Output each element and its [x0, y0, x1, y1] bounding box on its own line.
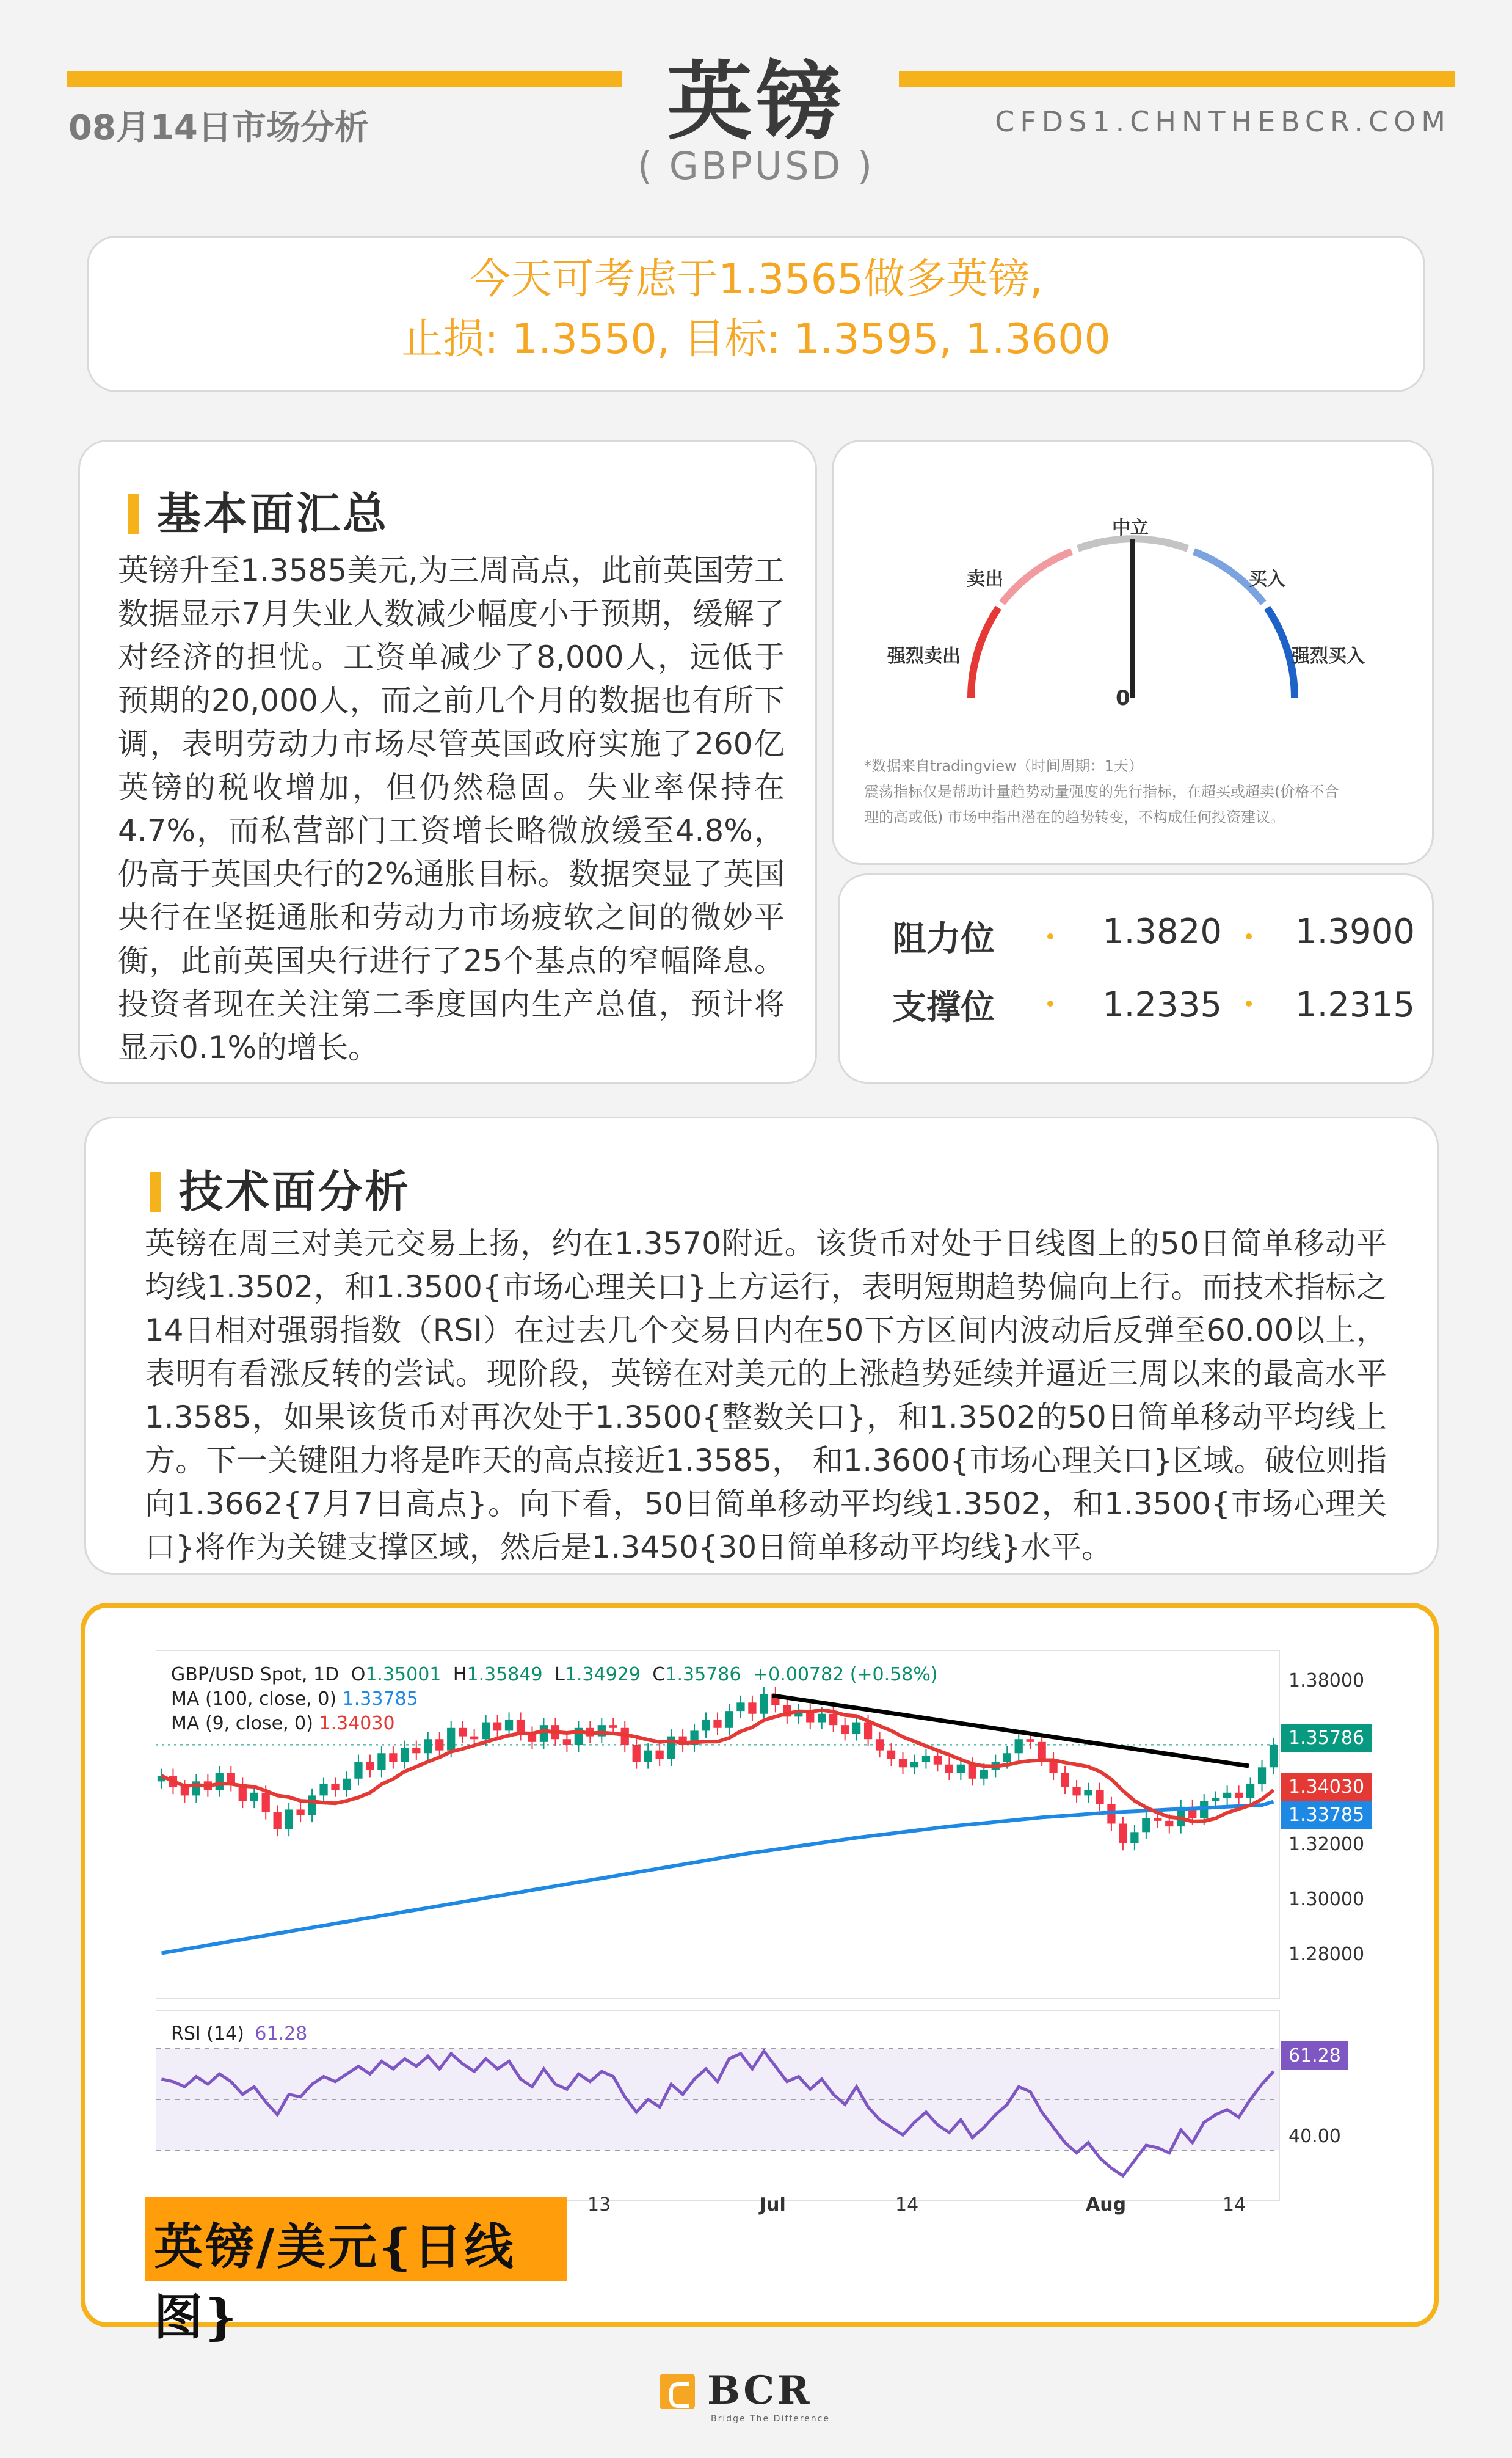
gauge-label-strong-sell: 强烈卖出 — [887, 646, 961, 667]
ma9-value: 1.34030 — [319, 1713, 395, 1734]
resistance-value-2: 1.3900 — [1295, 912, 1415, 952]
candle-body-78 — [1061, 1773, 1069, 1787]
logo-slogan: Bridge The Difference — [711, 2414, 830, 2424]
chart-low: 1.34929 — [564, 1664, 641, 1685]
gauge-card — [832, 440, 1434, 865]
candle-body-85 — [1142, 1818, 1150, 1832]
resistance-dot-1 — [1047, 933, 1053, 939]
x-tick-5: 14 — [1223, 2194, 1246, 2215]
rsi-label: RSI (14) — [171, 2023, 244, 2044]
price-chart — [156, 1650, 1365, 2255]
candle-body-61 — [864, 1723, 872, 1740]
candle-body-16 — [343, 1779, 351, 1790]
chart-symbol: GBP/USD Spot, 1D — [171, 1664, 340, 1685]
gauge-label-neutral: 中立 — [1112, 517, 1149, 539]
gauge-label-buy: 买入 — [1249, 569, 1285, 590]
x-tick-1: 13 — [587, 2194, 611, 2215]
candle-body-52 — [760, 1694, 768, 1713]
close-price-tag: 1.35786 — [1281, 1724, 1372, 1752]
candle-body-80 — [1084, 1790, 1092, 1795]
candle-body-30 — [505, 1720, 513, 1730]
chart-symbol-line — [171, 1664, 938, 1685]
page-title: 英镑 — [666, 53, 845, 152]
candle-body-71 — [980, 1770, 988, 1779]
logo-text: BCR — [707, 2368, 812, 2413]
ma9-line — [171, 1713, 395, 1734]
candle-body-29 — [493, 1723, 501, 1731]
ma9-price-tag: 1.34030 — [1281, 1773, 1372, 1801]
candle-body-12 — [296, 1809, 304, 1815]
candle-body-73 — [1003, 1753, 1011, 1762]
price-axis-label-1: 1.38000 — [1288, 1670, 1365, 1691]
ma100-price-tag: 1.33785 — [1281, 1801, 1372, 1829]
candle-body-9 — [262, 1793, 270, 1812]
candle-body-87 — [1165, 1821, 1173, 1826]
candle-body-62 — [876, 1739, 884, 1750]
report-date: 08月14日市场分析 — [68, 108, 369, 148]
candle-body-28 — [482, 1723, 490, 1740]
candle-body-70 — [969, 1765, 976, 1779]
candle-body-63 — [887, 1751, 895, 1759]
support-value-1: 1.2335 — [1102, 985, 1222, 1025]
candle-body-17 — [354, 1762, 362, 1779]
support-dot-1 — [1047, 1001, 1053, 1007]
gauge-source-note: *数据来自tradingview（时间周期：1天） — [864, 757, 1143, 775]
price-axis-label-2: 1.32000 — [1288, 1834, 1365, 1855]
gauge-disclaimer-2: 理的高或低) 市场中指出潜在的趋势转变，不构成任何投资建议。 — [864, 809, 1285, 826]
candle-body-10 — [274, 1812, 282, 1829]
candle-body-67 — [934, 1756, 942, 1765]
chart-open-label: O — [351, 1664, 366, 1685]
resistance-value-1: 1.3820 — [1102, 912, 1222, 952]
rsi-value-tag: 61.28 — [1281, 2041, 1348, 2070]
candle-body-47 — [702, 1720, 710, 1730]
candle-body-60 — [852, 1723, 860, 1734]
candle-body-35 — [563, 1739, 571, 1745]
candle-body-33 — [540, 1725, 548, 1742]
candle-body-23 — [424, 1739, 432, 1753]
candle-body-57 — [818, 1714, 826, 1723]
rsi-label-line — [171, 2023, 307, 2044]
candle-body-26 — [459, 1728, 467, 1737]
candle-body-25 — [447, 1728, 455, 1751]
gauge-label-strong-buy: 强烈买入 — [1292, 646, 1365, 667]
gauge-arc-strong-buy — [1267, 608, 1295, 698]
chart-high: 1.35849 — [467, 1664, 543, 1685]
recommendation-line-1: 今天可考虑于1.3565做多英镑, — [469, 255, 1043, 304]
candle-body-83 — [1119, 1823, 1127, 1843]
candle-body-74 — [1015, 1739, 1023, 1753]
technical-title-text: 技术面分析 — [179, 1166, 412, 1217]
candle-body-20 — [389, 1753, 397, 1762]
chart-close: 1.35786 — [665, 1664, 741, 1685]
fundamental-title — [128, 478, 389, 542]
technical-title — [150, 1156, 411, 1220]
candle-body-95 — [1258, 1767, 1266, 1784]
candle-body-42 — [644, 1751, 652, 1762]
candle-body-86 — [1154, 1818, 1161, 1821]
rsi-axis-label: 40.00 — [1288, 2126, 1341, 2147]
candle-body-93 — [1235, 1793, 1243, 1798]
candle-body-50 — [736, 1702, 744, 1711]
candle-body-65 — [910, 1762, 918, 1767]
technical-text: 英镑在周三对美元交易上扬，约在1.3570附近。该货币对处于日线图上的50日简单移动平均线1.3502，和1.3500{市场心理关口}上方运行，表明短期趋势偏向上行。而技术指标之14日相对强弱指数（RSI）在过去几个交易日内在50下方区间内波动后反弹至60.00以上，表明有看涨反转的尝试。现阶段，英镑在对美元的上涨趋势延续并逼近三周以来的最高水平1.3585，如果该货币对再次处于1.3500{整数关口}，和1.3502的50日简单移动平均线上方。下一关键阻力将是昨天的高点接近1.3585， 和1.3600{市场心理关口}区域。破位则指向1.3662{7月7日高点}。向下看，50日简单移动平均线1.3502，和1.3500{市场心理关口}将作为关键支撑区域，然后是1.3450{30日简单移动平均线}水平。 — [145, 1226, 1387, 1565]
candle-body-76 — [1038, 1742, 1045, 1759]
gauge-arc-strong-sell — [971, 608, 998, 698]
candle-body-58 — [829, 1714, 837, 1725]
candle-body-51 — [748, 1702, 756, 1713]
ma100-line-path — [162, 1802, 1274, 1953]
support-dot-2 — [1246, 1001, 1252, 1007]
website-link[interactable]: CFDS1.CHNTHEBCR.COM — [995, 105, 1451, 138]
ma100-label: MA (100, close, 0) — [171, 1688, 337, 1710]
candle-body-75 — [1027, 1739, 1034, 1742]
recommendation-line-2: 止损: 1.3550, 目标: 1.3595, 1.3600 — [401, 315, 1111, 363]
chart-caption-box — [145, 2197, 567, 2346]
price-axis-label-4: 1.28000 — [1288, 1944, 1365, 1965]
chart-caption: 英镑/美元{日线图} — [154, 2218, 516, 2346]
candle-body-49 — [725, 1711, 733, 1728]
candle-body-27 — [470, 1737, 478, 1740]
recommendation-card — [87, 236, 1425, 392]
candle-body-39 — [609, 1725, 617, 1728]
candle-body-2 — [181, 1787, 189, 1796]
candle-body-96 — [1270, 1745, 1278, 1767]
candle-body-68 — [945, 1765, 953, 1773]
candle-body-69 — [957, 1765, 965, 1773]
gauge-label-sell: 卖出 — [967, 569, 1003, 590]
fundamental-text: 英镑升至1.3585美元,为三周高点，此前英国劳工数据显示7月失业人数减少幅度小于预期，缓解了对经济的担忧。工资单减少了8,000人，远低于预期的20,000人，而之前几个月的数据也有所下调，表明劳动力市场尽管英国政府实施了260亿英镑的税收增加，但仍然稳固。失业率保持在4.7%，而私营部门工资增长略微放缓至4.8%，仍高于英国央行的2%通胀目标。数据突显了英国央行在坚挺通胀和劳动力市场疲软之间的微妙平衡，此前英国央行进行了25个基点的窄幅降息。投资者现在关注第二季度国内生产总值，预计将显示0.1%的增长。 — [118, 553, 785, 1065]
candle-body-24 — [435, 1739, 443, 1750]
logo-icon — [660, 2374, 695, 2409]
fundamental-card — [78, 440, 817, 1084]
chart-close-label: C — [652, 1664, 666, 1685]
candle-body-13 — [308, 1795, 316, 1815]
x-tick-4: Aug — [1086, 2194, 1127, 2215]
resistance-dot-2 — [1246, 933, 1252, 939]
candle-body-79 — [1072, 1787, 1080, 1796]
candle-body-15 — [331, 1784, 339, 1790]
candle-body-11 — [285, 1809, 293, 1829]
fundamental-title-text: 基本面汇总 — [157, 488, 390, 539]
ma100-line — [171, 1688, 418, 1710]
chart-high-label: H — [453, 1664, 467, 1685]
chart-low-label: L — [554, 1664, 565, 1685]
candle-body-94 — [1246, 1784, 1254, 1798]
candle-body-18 — [366, 1762, 374, 1770]
candle-body-66 — [922, 1756, 930, 1762]
candle-body-64 — [899, 1759, 907, 1767]
candle-body-81 — [1096, 1790, 1103, 1804]
candle-body-84 — [1130, 1832, 1138, 1843]
x-tick-3: 14 — [895, 2194, 919, 2215]
support-label: 支撑位 — [892, 988, 995, 1027]
page-subtitle: ( GBPUSD ) — [637, 144, 875, 188]
candle-body-14 — [319, 1784, 327, 1795]
technical-card — [84, 1117, 1439, 1575]
support-value-2: 1.2315 — [1295, 985, 1415, 1025]
levels-card — [838, 873, 1434, 1084]
chart-change: +0.00782 (+0.58%) — [752, 1664, 938, 1685]
candle-body-22 — [412, 1748, 420, 1753]
chart-open: 1.35001 — [365, 1664, 442, 1685]
candle-body-92 — [1223, 1793, 1231, 1798]
rsi-value: 61.28 — [255, 2023, 308, 2044]
candle-body-5 — [216, 1773, 224, 1790]
gauge-disclaimer-1: 震荡指标仅是帮助计量趋势动量强度的先行指标，在超买或超卖(价格不合 — [864, 783, 1339, 800]
ma9-label: MA (9, close, 0) — [171, 1713, 313, 1734]
candle-body-21 — [401, 1748, 409, 1762]
x-tick-2: Jul — [760, 2194, 786, 2215]
candle-body-43 — [656, 1751, 664, 1759]
price-axis-label-3: 1.30000 — [1288, 1889, 1365, 1910]
candle-body-19 — [377, 1753, 385, 1770]
gauge-arc-sell — [1002, 552, 1072, 603]
candle-body-8 — [250, 1793, 258, 1801]
ma100-value: 1.33785 — [342, 1688, 418, 1710]
resistance-label: 阻力位 — [892, 919, 995, 959]
candle-body-91 — [1212, 1798, 1219, 1801]
candle-body-59 — [841, 1725, 849, 1734]
candle-body-48 — [713, 1720, 721, 1728]
candle-body-41 — [633, 1745, 641, 1762]
gauge-value: 0 — [1116, 686, 1130, 710]
